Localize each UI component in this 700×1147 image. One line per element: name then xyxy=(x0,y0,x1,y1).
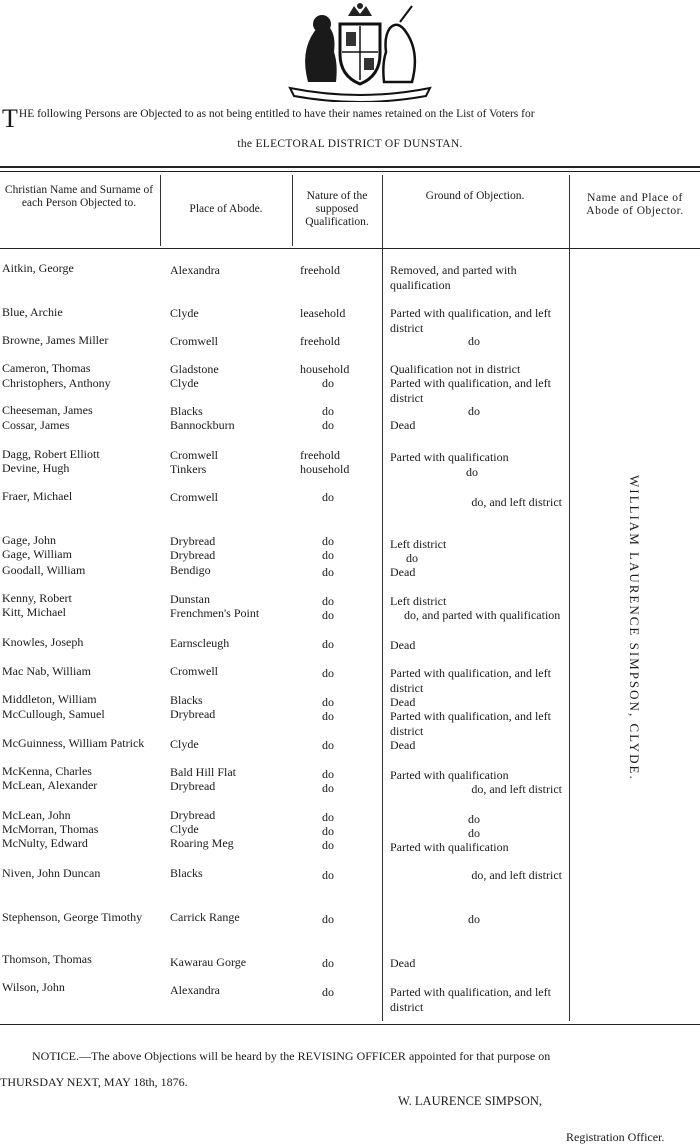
row-name: Niven, John Duncan xyxy=(2,866,101,880)
district-title: the ELECTORAL DISTRICT OF DUNSTAN. xyxy=(237,138,463,150)
row-name: Kenny, Robert xyxy=(2,591,72,605)
row-nature: leasehold xyxy=(300,306,346,320)
row-ground: Dead xyxy=(390,638,416,652)
row-name: Christophers, Anthony xyxy=(2,376,111,390)
row-abode: Frenchmen's Point xyxy=(170,606,260,620)
row-name: Cheeseman, James xyxy=(2,403,93,417)
row-abode: Alexandra xyxy=(170,263,220,277)
column-divider xyxy=(382,175,383,1021)
row-name: Fraer, Michael xyxy=(2,489,73,503)
row-ground: Parted with qualification, and left district xyxy=(390,666,551,695)
row-name: Thomson, Thomas xyxy=(2,952,92,966)
row-ground: Parted with qualification xyxy=(390,840,509,854)
row-nature: do xyxy=(322,404,334,418)
row-abode: Bald Hill Flat xyxy=(170,765,236,779)
row-ground: do, and left district xyxy=(471,782,562,796)
intro-paragraph xyxy=(2,106,698,152)
intro-text: HE following Persons are Objected to as not being entitled to have their names retained on the List of Voters for xyxy=(18,108,535,120)
row-nature: do xyxy=(322,594,334,608)
row-ground: do xyxy=(468,826,480,840)
royal-coat-of-arms-emblem xyxy=(270,2,450,102)
row-ground: Parted with qualification xyxy=(390,450,509,464)
row-nature: do xyxy=(322,534,334,548)
row-abode: Drybread xyxy=(170,707,216,721)
row-nature: do xyxy=(322,767,334,781)
row-nature: do xyxy=(322,868,334,882)
row-name: McNulty, Edward xyxy=(2,836,88,850)
row-ground: Parted with qualification xyxy=(390,768,509,782)
row-nature: household xyxy=(300,462,350,476)
table-top-rule-thin xyxy=(0,171,700,172)
row-abode: Clyde xyxy=(170,306,199,320)
row-ground: do xyxy=(468,812,480,826)
drop-cap: T xyxy=(2,104,18,133)
row-ground: Removed, and parted with qualification xyxy=(390,263,517,292)
row-abode: Gladstone xyxy=(170,362,219,376)
row-nature: freehold xyxy=(300,334,340,348)
objector-name-vertical: WILLIAM LAURENCE SIMPSON, CLYDE. xyxy=(627,475,642,781)
row-abode: Earnscleugh xyxy=(170,636,230,650)
row-name: McLean, John xyxy=(2,808,71,822)
row-nature: do xyxy=(322,738,334,752)
table-bottom-rule xyxy=(0,1024,700,1025)
row-abode: Clyde xyxy=(170,376,199,390)
row-name: Kitt, Michael xyxy=(2,605,66,619)
row-nature: freehold xyxy=(300,263,340,277)
row-name: McGuinness, William Patrick xyxy=(2,736,145,750)
header-ground: Ground of Objection. xyxy=(425,190,525,202)
row-abode: Drybread xyxy=(170,779,216,793)
row-name: Goodall, William xyxy=(2,563,86,577)
row-ground: Left district xyxy=(390,537,447,551)
row-abode: Roaring Meg xyxy=(170,836,234,850)
notice-paragraph xyxy=(0,1043,700,1095)
row-name: Gage, William xyxy=(2,547,72,561)
row-name: McKenna, Charles xyxy=(2,764,92,778)
row-nature: do xyxy=(322,548,334,562)
row-nature: do xyxy=(322,912,334,926)
row-name: Aitkin, George xyxy=(2,261,74,275)
row-ground: do xyxy=(406,551,418,565)
row-name: Cameron, Thomas xyxy=(2,361,91,375)
row-ground: do xyxy=(468,912,480,926)
row-abode: Blacks xyxy=(170,693,203,707)
row-ground: do xyxy=(466,465,478,479)
header-bottom-rule xyxy=(0,248,700,249)
row-abode: Clyde xyxy=(170,822,199,836)
row-nature: do xyxy=(322,695,334,709)
row-ground: Parted with qualification, and left district xyxy=(390,376,551,405)
row-abode: Drybread xyxy=(170,808,216,822)
row-abode: Cromwell xyxy=(170,334,218,348)
notice-line-2: THURSDAY NEXT, MAY 18th, 1876. xyxy=(0,1075,188,1089)
row-ground: do, and left district xyxy=(471,868,562,882)
row-abode: Tinkers xyxy=(170,462,207,476)
header-abode: Place of Abode. xyxy=(189,203,263,215)
row-nature: freehold xyxy=(300,448,340,462)
row-ground: Dead xyxy=(390,956,416,970)
table-top-rule xyxy=(0,166,700,168)
row-abode: Clyde xyxy=(170,737,199,751)
row-abode: Cromwell xyxy=(170,448,218,462)
row-name: Wilson, John xyxy=(2,980,65,994)
row-nature: do xyxy=(322,824,334,838)
row-abode: Cromwell xyxy=(170,664,218,678)
row-name: Devine, Hugh xyxy=(2,461,70,475)
row-ground: Dead xyxy=(390,565,416,579)
row-name: Gage, John xyxy=(2,533,56,547)
row-abode: Kawarau Gorge xyxy=(170,955,247,969)
signature-title: Registration Officer. xyxy=(566,1130,665,1144)
column-divider xyxy=(160,175,161,246)
row-nature: do xyxy=(322,490,334,504)
row-abode: Drybread xyxy=(170,548,216,562)
row-nature: do xyxy=(322,565,334,579)
row-nature: do xyxy=(322,810,334,824)
row-nature: do xyxy=(322,666,334,680)
row-abode: Dunstan xyxy=(170,592,210,606)
row-ground: do xyxy=(468,404,480,418)
row-ground: do xyxy=(468,334,480,348)
notice-line-1: NOTICE.—The above Objections will be heard by the REVISING OFFICER appointed for that purpose on xyxy=(32,1049,551,1063)
row-nature: do xyxy=(322,418,334,432)
row-ground: Dead xyxy=(390,738,416,752)
row-name: Dagg, Robert Elliott xyxy=(2,447,100,461)
row-nature: do xyxy=(322,781,334,795)
row-nature: do xyxy=(322,956,334,970)
row-ground: Parted with qualification, and left district xyxy=(390,709,551,738)
row-ground: Dead xyxy=(390,695,416,709)
row-name: Middleton, William xyxy=(2,692,97,706)
row-nature: do xyxy=(322,709,334,723)
row-abode: Blacks xyxy=(170,404,203,418)
column-divider xyxy=(569,175,570,1021)
header-name: Christian Name and Surname of each Person Objected to. xyxy=(4,184,154,209)
row-name: Cossar, James xyxy=(2,418,70,432)
row-nature: household xyxy=(300,362,350,376)
row-ground: Qualification not in district xyxy=(390,362,521,376)
row-ground: Left district xyxy=(390,594,447,608)
header-objector: Name and Place of Abode of Objector. xyxy=(586,192,684,217)
row-name: Mac Nab, William xyxy=(2,664,91,678)
row-name: Stephenson, George Timothy xyxy=(2,910,143,924)
row-nature: do xyxy=(322,376,334,390)
row-nature: do xyxy=(322,637,334,651)
row-name: McLean, Alexander xyxy=(2,778,98,792)
row-abode: Bendigo xyxy=(170,563,211,577)
column-divider xyxy=(292,175,293,246)
row-abode: Bannockburn xyxy=(170,418,235,432)
row-abode: Alexandra xyxy=(170,983,220,997)
row-name: McCullough, Samuel xyxy=(2,707,105,721)
row-ground: Dead xyxy=(390,418,416,432)
row-ground: do, and left district xyxy=(471,495,562,509)
row-nature: do xyxy=(322,838,334,852)
row-abode: Blacks xyxy=(170,866,203,880)
header-nature: Nature of the supposed Qualification. xyxy=(305,190,369,228)
row-nature: do xyxy=(322,608,334,622)
row-abode: Cromwell xyxy=(170,490,218,504)
row-abode: Drybread xyxy=(170,534,216,548)
row-ground: Parted with qualification, and left district xyxy=(390,306,551,335)
row-ground: Parted with qualification, and left district xyxy=(390,985,551,1014)
row-abode: Carrick Range xyxy=(170,910,240,924)
row-nature: do xyxy=(322,985,334,999)
row-name: Knowles, Joseph xyxy=(2,635,84,649)
row-name: Blue, Archie xyxy=(2,305,63,319)
row-name: Browne, James Miller xyxy=(2,333,109,347)
row-name: McMorran, Thomas xyxy=(2,822,99,836)
row-ground: do, and parted with qualification xyxy=(404,608,561,622)
signature-name: W. LAURENCE SIMPSON, xyxy=(398,1094,543,1108)
